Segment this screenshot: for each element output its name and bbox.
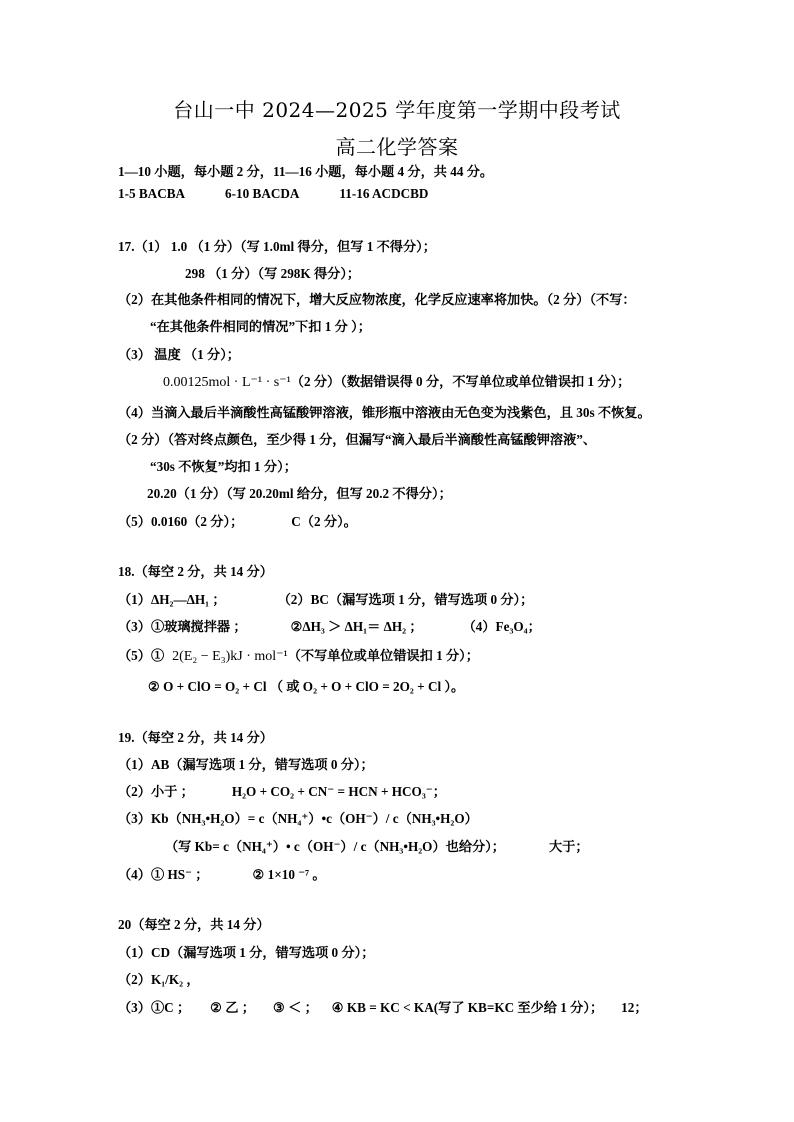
q17-line-6	[163, 371, 630, 391]
q17-line-7: （4）当滴入最后半滴酸性高锰酸钾溶液，锥形瓶中溶液由无色变为浅紫色，且 30s 不恢复。	[118, 405, 651, 420]
q20-line-3	[118, 997, 648, 1016]
q19-3-alt: （写 Kb= c（NH₄⁺）• c（OH⁻）/ c（NH₃•H₂O）也给分）；	[165, 839, 505, 854]
q20-line-2: （2）K₁/K₂ ，	[118, 972, 200, 987]
q18-5-label: （5）①	[118, 648, 165, 663]
q19-line-2	[118, 781, 446, 800]
q20-3-answer-2: ② 乙 ；	[210, 1000, 255, 1015]
q17-5-choice: C（2 分）。	[291, 514, 357, 529]
q18-2-answer: （2）BC（漏写选项 1 分，错写选项 0 分）；	[277, 592, 534, 607]
mc-group-1: 1-5 BACBA	[118, 186, 186, 201]
q18-line-2	[118, 616, 541, 635]
q17-line-1: 17.（1） 1.0 （1 分）（写 1.0ml 得分，但写 1 不得分）；	[118, 239, 436, 254]
q18-line-4: ② O + ClO = O₂ + Cl （ 或 O₂ + O + ClO = 2O₂ + Cl ）。	[148, 679, 465, 694]
q19-line-4	[165, 836, 589, 855]
q18-5-note: （不写单位或单位错误扣 1 分）；	[287, 648, 479, 663]
q18-line-3	[118, 645, 479, 665]
q17-line-9: “30s 不恢复”均扣 1 分）；	[150, 459, 297, 474]
q19-2-answer-1: （2）小于 ；	[118, 784, 194, 799]
q19-heading: 19.（每空 2 分，共 14 分）	[118, 730, 273, 745]
q20-3-answer-5: 12；	[621, 1000, 648, 1015]
rate-value: 0.00125mol · L⁻¹ · s⁻¹	[163, 375, 291, 390]
page-subtitle: 高二化学答案	[335, 135, 459, 159]
q19-4-answer-1: （4）① HS⁻ ；	[118, 867, 209, 882]
q20-3-answer-4: ④ KB = KC < KA(写了 KB=KC 至少给 1 分）；	[331, 1000, 604, 1015]
q18-3-answer-1: （3）①玻璃搅拌器 ；	[118, 619, 247, 634]
q17-line-2: 298 （1 分）（写 298K 得分）；	[185, 266, 361, 281]
rate-note: （2 分）（数据错误得 0 分，不写单位或单位错误扣 1 分）；	[290, 374, 631, 389]
q18-1-answer: （1）ΔH₂—ΔH₁ ；	[118, 592, 226, 607]
scoring-rule: 1—10 小题，每小题 2 分，11—16 小题，每小题 4 分，共 44 分。	[118, 164, 494, 179]
q17-line-5: （3） 温度 （1 分）；	[118, 347, 240, 362]
q18-heading: 18.（每空 2 分，共 14 分）	[118, 564, 273, 579]
mc-answers	[118, 186, 428, 202]
q17-line-3: （2）在其他条件相同的情况下，增大反应物浓度，化学反应速率将加快。（2 分）（不写：	[118, 292, 636, 307]
q18-5-formula: 2(E₂ − E₃)kJ · mol⁻¹	[172, 649, 288, 664]
q17-line-11	[118, 511, 357, 530]
page-title: 台山一中 2024—2025 学年度第一学期中段考试	[173, 98, 621, 122]
q17-5-answer: （5）0.0160（2 分）；	[118, 514, 244, 529]
q19-4-answer-2: ② 1×10 ⁻⁷ 。	[252, 867, 326, 882]
q17-line-4: “在其他条件相同的情况”下扣 1 分 ）；	[150, 319, 371, 334]
q18-line-1	[118, 589, 533, 608]
mc-group-2: 6-10 BACDA	[225, 186, 300, 201]
q19-line-1: （1）AB（漏写选项 1 分，错写选项 0 分）；	[118, 757, 374, 772]
q20-line-1: （1）CD（漏写选项 1 分，错写选项 0 分）；	[118, 945, 375, 960]
q20-3-answer-1: （3）①C ；	[118, 1000, 191, 1015]
q19-2-equation: H₂O + CO₂ + CN⁻ = HCN + HCO₃⁻；	[231, 784, 446, 799]
mc-group-3: 11-16 ACDCBD	[339, 186, 429, 201]
q18-4-answer: （4）Fe₃O₄；	[462, 619, 541, 634]
q20-3-answer-3: ③ ＜ ；	[272, 1000, 318, 1015]
q19-line-5	[118, 864, 326, 883]
q17-line-8: （2 分）（答对终点颜色，至少得 1 分，但漏写“滴入最后半滴酸性高锰酸钾溶液”、	[118, 432, 597, 447]
q18-3-answer-2: ②ΔH₃ ＞ ΔH₁＝ ΔH₂ ；	[290, 619, 423, 634]
q19-3-answer-2: 大于；	[548, 839, 589, 854]
q19-line-3: （3）Kb（NH₃•H₂O）= c（NH₄⁺）•c（OH⁻）/ c（NH₃•H₂O）	[118, 811, 478, 826]
q20-heading: 20（每空 2 分，共 14 分）	[118, 917, 270, 932]
q17-line-10: 20.20（1 分）（写 20.20ml 给分，但写 20.2 不得分）；	[147, 486, 452, 501]
